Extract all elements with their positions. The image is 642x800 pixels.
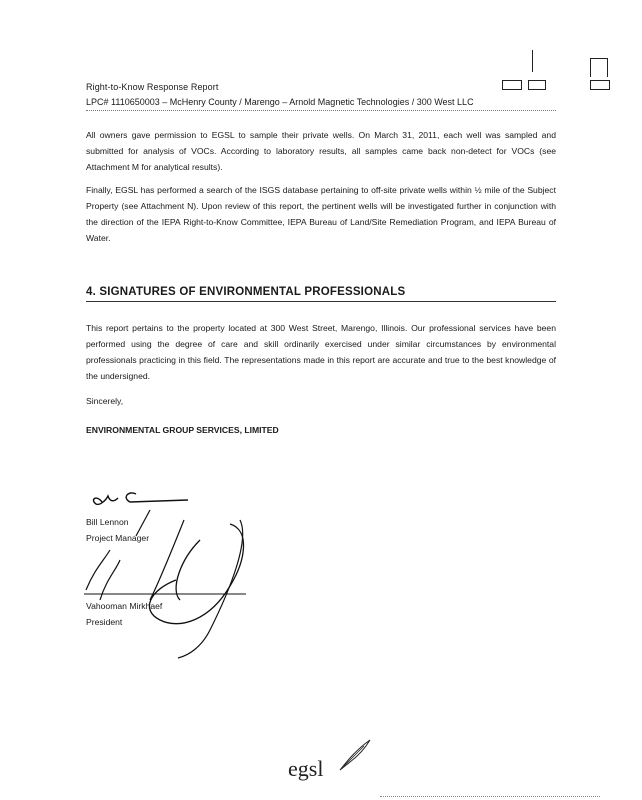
project-reference: LPC# 1110650003 – McHenry County / Marengo – Arnold Magnetic Technologies / 300 West LLC [86,97,474,107]
footer-rule [380,796,600,797]
signatory-1 [86,514,149,546]
company-name: ENVIRONMENTAL GROUP SERVICES, LIMITED [86,425,279,435]
feather-quill-icon [338,738,372,772]
paragraph-isgs-search: Finally, EGSL has performed a search of the ISGS database pertaining to off-site private wells within ½ mile of the Subject Property (see Attachment N). Upon review of this report, the pertinent wells will be investigated further in conjunction with the direction of the IEPA Right-to-Know Committee, IEPA Bureau of Land/Site Remediation Program, and IEPA Bureau of Water. [86,185,556,243]
signature-lennon-stroke [126,493,188,502]
signature-mirkhaef [149,524,243,624]
signatory-2 [86,598,162,630]
header-divider [86,110,556,111]
closing-salutation: Sincerely, [86,396,124,406]
section-divider [86,301,556,302]
section-heading: 4. SIGNATURES OF ENVIRONMENTAL PROFESSIONALS [86,286,406,298]
logo-text: egsl [288,756,324,781]
registration-mark [590,80,610,90]
signatory-2-name: Vahooman Mirkhaef [86,601,163,611]
paragraph-well-sampling: All owners gave permission to EGSL to sample their private wells. On March 31, 2011, each well was sampled and submitted for analysis of VOCs. According to laboratory results, all samples came back non-detect for VOCs (see Attachment M for analytical results). [86,130,556,172]
company-logo [288,756,323,782]
report-title: Right-to-Know Response Report [86,82,219,92]
scan-registration-marks [502,50,612,100]
signatory-1-title: Project Manager [86,533,150,543]
signature-mirkhaef-tail [178,520,243,658]
signature-lennon-initial [94,496,118,504]
registration-mark [532,50,533,72]
handwritten-signatures [80,480,290,660]
signature-mirkhaef-loops [86,550,120,600]
signatory-2-title: President [86,617,123,627]
signatory-1-name: Bill Lennon [86,517,129,527]
paragraph-professional-statement: This report pertains to the property located at 300 West Street, Marengo, Illinois. Our professional services have been performed using the degree of care and skill ordinarily exercised under similar circumstances by environmental professionals practicing in this field. The representations made in this report are accurate and true to the best knowledge of the undersigned. [86,323,556,381]
registration-mark [590,58,608,77]
registration-mark [528,80,546,90]
registration-mark [502,80,522,90]
